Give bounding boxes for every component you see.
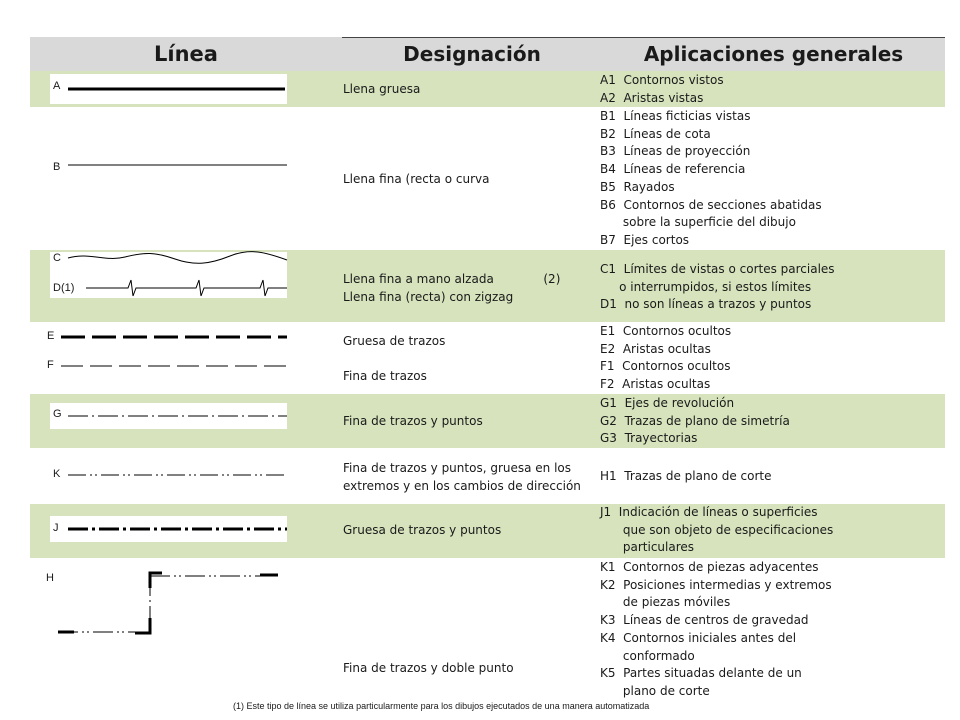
designacion-text: Llena fina (recta o curva (343, 172, 490, 186)
table-row-k (30, 448, 945, 504)
aplicaciones-list: C1 Límites de vistas o cortes parciales o interrumpidos, si estos límites D1 no son líneas a trazos y puntos (600, 262, 835, 312)
header-designacion: Designación (403, 42, 541, 66)
designacion-text: Fina de trazos y puntos, gruesa en los extremos y en los cambios de dirección (343, 461, 581, 493)
table-row-cd (30, 250, 945, 322)
line-sample-a (50, 74, 287, 104)
table-header (30, 37, 945, 71)
aplicaciones-list: K1 Contornos de piezas adyacentes K2 Posiciones intermedias y extremos de piezas móviles K3 Líneas de centros de gravedad K4 Contornos iniciales antes del conformado K5 Partes situadas delante de un plano de corte (600, 560, 832, 698)
line-letter: H (46, 572, 54, 584)
dashed-lines (44, 326, 287, 374)
table-row-g (30, 394, 945, 448)
designacion-text: Fina de trazos y puntos (343, 414, 483, 428)
line-sample-k (50, 462, 287, 488)
freehand-and-zigzag-lines (50, 252, 287, 298)
aplicaciones-list: J1 Indicación de líneas o superficies que son objeto de especificaciones particulares (600, 505, 834, 555)
line-letter: J (53, 522, 59, 534)
thick-dash-dot-line (50, 516, 287, 542)
line-sample-cd (50, 252, 287, 298)
line-letter: B (53, 161, 61, 173)
line-letter: D(1) (53, 282, 75, 294)
section-cut-line (30, 558, 290, 648)
line-letter: G (53, 408, 62, 420)
designacion-text: Llena fina a mano alzada (2) Llena fina (recta) con zigzag (343, 272, 561, 304)
dash-double-dot-line (50, 462, 287, 488)
line-letter: A (53, 80, 61, 92)
aplicaciones-list: A1 Contornos vistos A2 Aristas vistas (600, 73, 724, 105)
designacion-text: Gruesa de trazos y puntos (343, 523, 502, 537)
line-letter: E (47, 330, 55, 342)
table-row-ef (30, 322, 945, 394)
line-sample-b (50, 147, 287, 187)
table-row-a (30, 71, 945, 107)
line-letter: F (47, 359, 54, 371)
line-sample-j (50, 516, 287, 542)
aplicaciones-list: E1 Contornos ocultos E2 Aristas ocultas F1 Contornos ocultos F2 Aristas ocultas (600, 324, 732, 392)
table-row-b (30, 107, 945, 250)
line-sample-g (50, 403, 287, 429)
footnote-1: (1) Este tipo de línea se utiliza particularmente para los dibujos ejecutados de una manera automatizada (233, 701, 650, 711)
header-aplicaciones: Aplicaciones generales (643, 42, 904, 66)
table-row-h (30, 558, 945, 698)
designacion-text: Llena gruesa (343, 82, 421, 96)
header-linea: Línea (154, 42, 218, 66)
designacion-text: Fina de trazos (343, 369, 427, 383)
aplicaciones-list: G1 Ejes de revolución G2 Trazas de plano de simetría G3 Trayectorias (600, 396, 790, 446)
dash-dot-thin-line (50, 403, 287, 429)
table-row-j (30, 504, 945, 558)
thin-continuous-line (50, 147, 287, 187)
thick-continuous-line (50, 74, 287, 104)
designacion-text: Gruesa de trazos (343, 334, 446, 348)
line-sample-ef (44, 326, 287, 374)
aplicaciones-list: B1 Líneas ficticias vistas B2 Líneas de cota B3 Líneas de proyección B4 Líneas de referencia B5 Rayados B6 Contornos de secciones abatidas sobre la superficie del dibujo B7 Ejes cortos (600, 109, 822, 247)
aplicaciones-list: H1 Trazas de plano de corte (600, 469, 772, 483)
line-letter: K (53, 468, 61, 480)
line-letter: C (53, 252, 61, 264)
designacion-text: Fina de trazos y doble punto (343, 661, 514, 675)
